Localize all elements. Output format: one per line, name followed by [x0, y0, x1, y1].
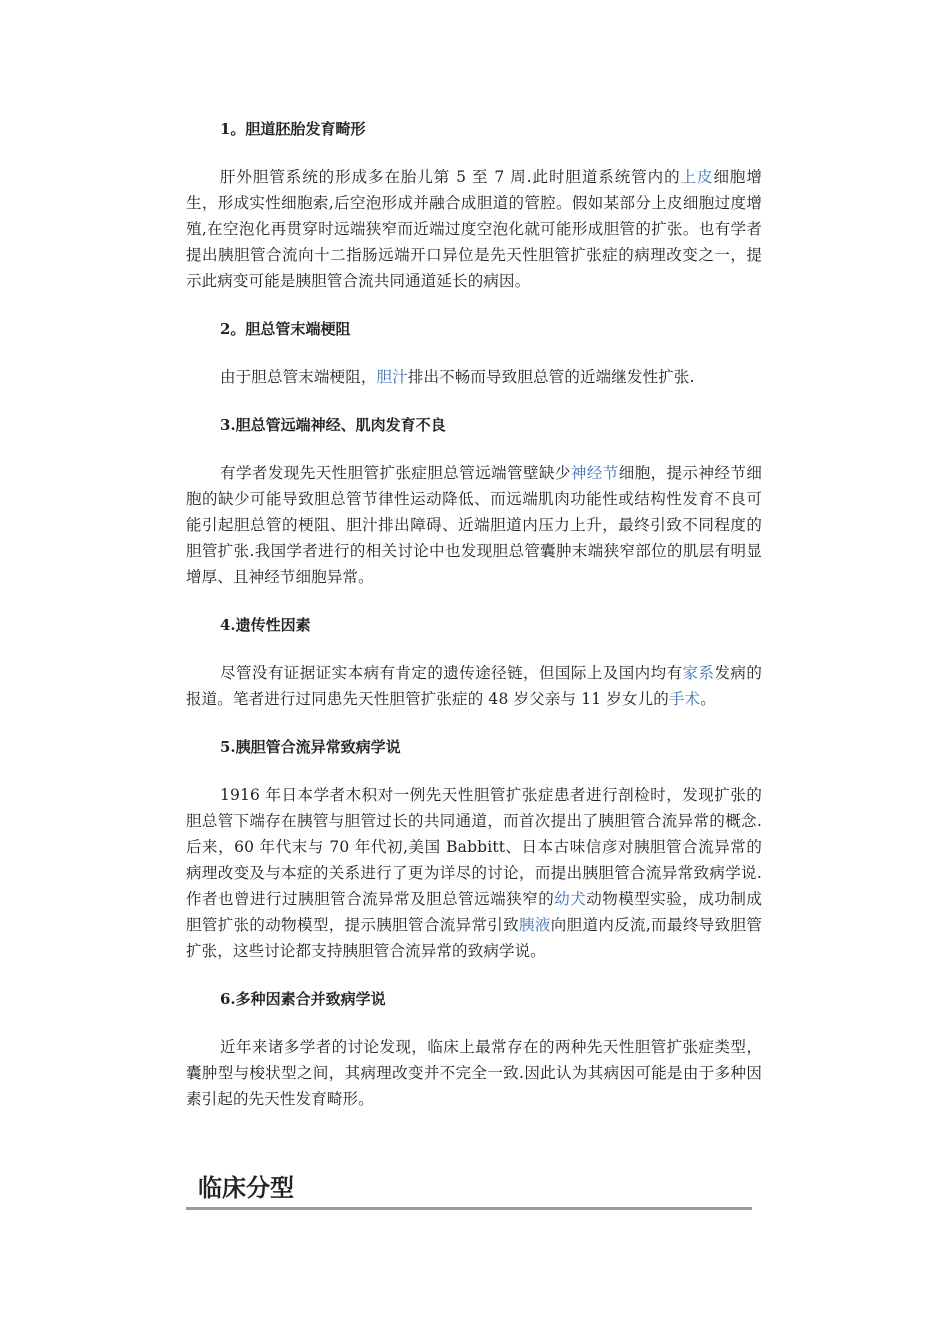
- text-run: 由于胆总管末端梗阻，: [220, 368, 377, 386]
- link-danzhi[interactable]: 胆汁: [376, 368, 408, 386]
- text-run: 发病的报道。笔者进行过同患先天性胆管扩张症的 48 岁父亲与 11 岁女儿的: [186, 664, 762, 708]
- text-run: 肝外胆管系统的形成多在胎儿第 5 至 7 周.此时胆道系统管内的: [220, 168, 681, 186]
- section-paragraph-5: [186, 782, 762, 964]
- section-paragraph-1: [186, 164, 762, 294]
- section-heading-1: 1。胆道胚胎发育畸形: [220, 120, 366, 138]
- link-jiaxi[interactable]: 家系: [682, 664, 715, 682]
- section-paragraph-4: [186, 660, 762, 712]
- link-youquan[interactable]: 幼犬: [554, 890, 587, 908]
- link-yiye[interactable]: 胰液: [519, 916, 551, 934]
- section-paragraph-3: [186, 460, 762, 590]
- text-run: 向胆道内反流,而最终导致胆管扩张，这些讨论都支持胰胆管合流异常的致病学说。: [186, 916, 762, 960]
- link-shangpi[interactable]: 上皮: [680, 168, 714, 186]
- text-run: 动物模型实验，成功制成胆管扩张的动物模型，提示胰胆管合流异常引致: [186, 890, 762, 934]
- title-underline-divider: [186, 1207, 752, 1210]
- section-heading-3: 3.胆总管远端神经、肌肉发育不良: [220, 416, 446, 434]
- text-run: 尽管没有证据证实本病有肯定的遗传途径链，但国际上及国内均有: [220, 664, 683, 682]
- text-run: 。: [700, 690, 716, 708]
- section-paragraph-6: [186, 1034, 762, 1112]
- text-run: 细胞增生，形成实性细胞索,后空泡形成并融合成胆道的管腔。假如某部分上皮细胞过度增殖,在空泡化再贯穿时远端狭窄而近端过度空泡化就可能形成胆管的扩张。也有学者提出胰胆管合流向十二指肠远端开口异位是先天性胆管扩张症的病理改变之一，提示此病变可能是胰胆管合流共同通道延长的病因。: [186, 168, 762, 290]
- section-title: 临床分型: [198, 1174, 294, 1202]
- section-heading-6: 6.多种因素合并致病学说: [220, 990, 386, 1008]
- article-body: [186, 118, 762, 1112]
- text-run: 排出不畅而导致胆总管的近端继发性扩张.: [407, 368, 695, 386]
- text-run: 细胞，提示神经节细胞的缺少可能导致胆总管节律性运动降低、而远端肌肉功能性或结构性发育不良可能引起胆总管的梗阻、胆汁排出障碍、近端胆道内压力上升，最终引致不同程度的胆管扩张.我国学者进行的相关讨论中也发现胆总管囊肿末端狭窄部位的肌层有明显增厚、且神经节细胞异常。: [186, 464, 762, 586]
- text-run: 近年来诸多学者的讨论发现，临床上最常存在的两种先天性胆管扩张症类型，囊肿型与梭状型之间，其病理改变并不完全一致.因此认为其病因可能是由于多种因素引起的先天性发育畸形。: [186, 1038, 762, 1108]
- text-run: 1916 年日本学者木积对一例先天性胆管扩张症患者进行剖检时，发现扩张的胆总管下端存在胰管与胆管过长的共同通道，而首次提出了胰胆管合流异常的概念.后来，60 年代末与 70 年代初,美国 Babbitt、日本古味信彦对胰胆管合流异常的病理改变及与本症的关系进行了更为详尽的讨论，而提出胰胆管合流异常致病学说.作者也曾进行过胰胆管合流异常及胆总管远端狭窄的: [186, 786, 762, 908]
- section-heading-5: 5.胰胆管合流异常致病学说: [220, 738, 401, 756]
- link-shoushu[interactable]: 手术: [668, 690, 701, 708]
- section-heading-2: 2。胆总管末端梗阻: [220, 320, 351, 338]
- text-run: 有学者发现先天性胆管扩张症胆总管远端管壁缺少: [220, 464, 571, 482]
- link-shenjingjie[interactable]: 神经节: [570, 464, 619, 482]
- section-paragraph-2: [186, 364, 762, 390]
- section-heading-4: 4.遗传性因素: [220, 616, 311, 634]
